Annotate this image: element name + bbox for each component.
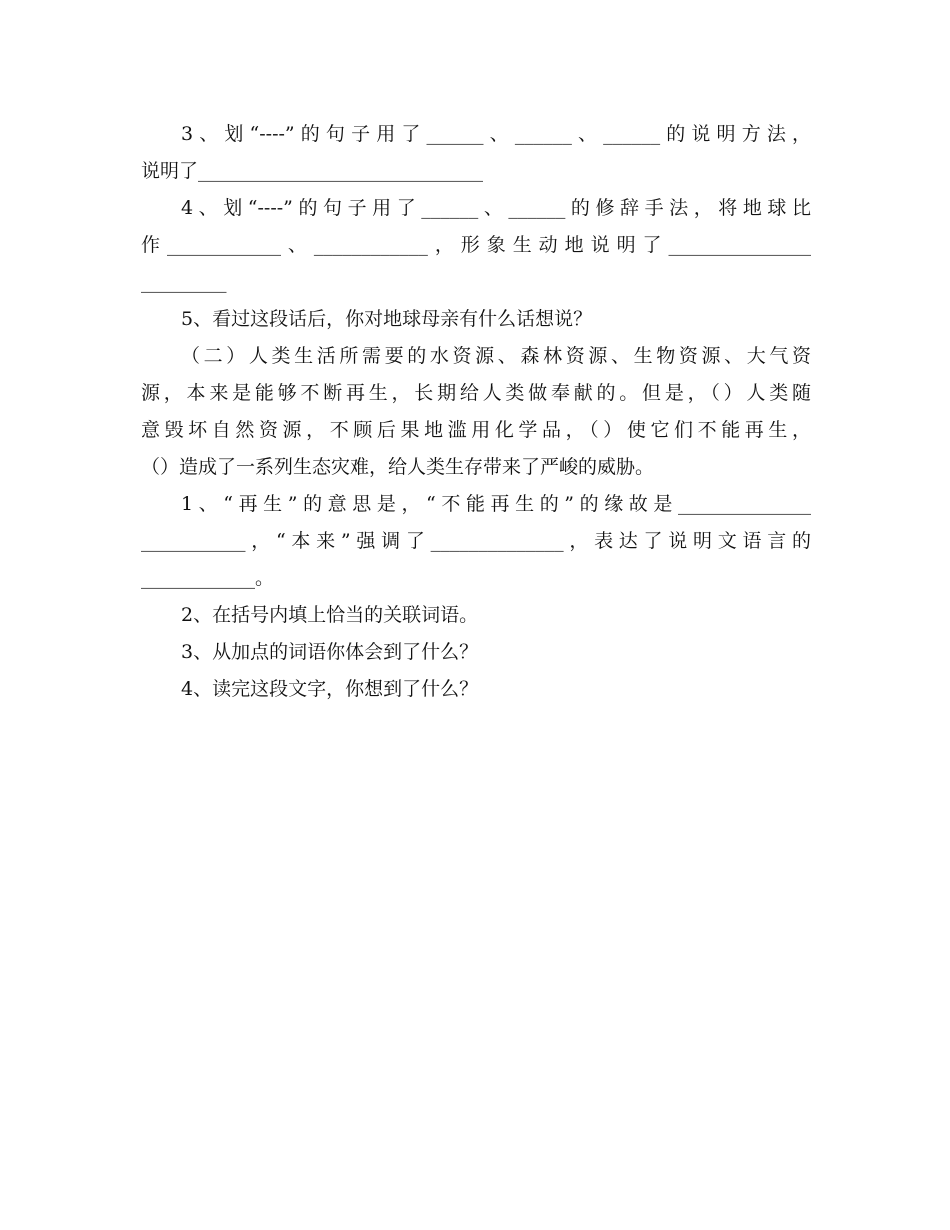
- question-4-line-2: 作____________、____________，形象生动地说明了_______________: [141, 234, 811, 256]
- sub-question-3-line-1: 3、从加点的词语你体会到了什么？: [181, 641, 479, 663]
- passage-2-line-1: （二）人类生活所需要的水资源、森林资源、生物资源、大气资: [181, 345, 811, 367]
- question-5-line-1: 5、看过这段话后，你对地球母亲有什么话想说？: [181, 308, 593, 330]
- question-4-line-3: _________: [141, 271, 227, 293]
- question-4-line-1: 4、划“----”的句子用了______、______的修辞手法，将地球比: [181, 197, 811, 219]
- sub-question-4-line-1: 4、读完这段文字，你想到了什么？: [181, 678, 479, 700]
- document-page: [141, 116, 811, 708]
- passage-2-line-2: 源，本来是能够不断再生，长期给人类做奉献的。但是，（）人类随: [141, 382, 811, 404]
- question-3-line-2: 说明了______________________________: [141, 160, 484, 182]
- sub-question-2-line-1: 2、在括号内填上恰当的关联词语。: [181, 604, 479, 626]
- sub-question-1-line-1: 1、“再生”的意思是，“不能再生的”的缘故是______________: [181, 493, 811, 515]
- passage-2-line-3: 意毁坏自然资源，不顾后果地滥用化学品，（）使它们不能再生，: [141, 419, 811, 441]
- question-3-line-1: 3、划“----”的句子用了______、______、______的说明方法，: [181, 123, 811, 145]
- passage-2-line-4: （）造成了一系列生态灾难，给人类生存带来了严峻的威胁。: [141, 456, 655, 478]
- sub-question-1-line-3: ____________。: [141, 567, 275, 589]
- sub-question-1-line-2: ___________，“本来”强调了______________，表达了说明文语言的: [141, 530, 811, 552]
